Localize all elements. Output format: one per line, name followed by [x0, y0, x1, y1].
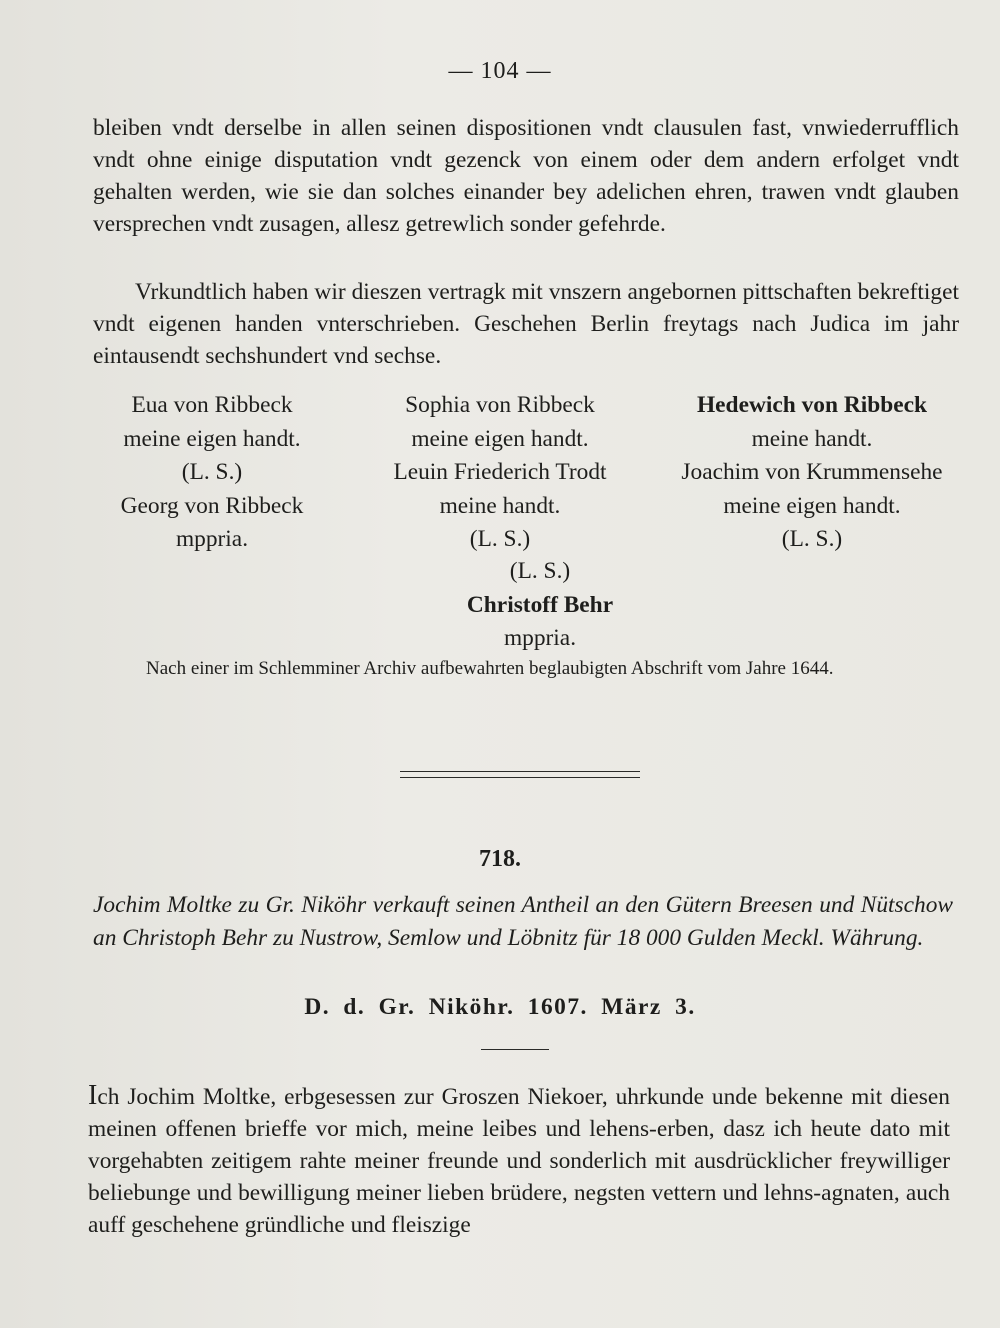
seal-mark: (L. S.)	[181, 459, 243, 485]
signature-line: Sophia von Ribbeck	[405, 392, 595, 418]
dateline: D. d. Gr. Niköhr. 1607. März 3.	[304, 994, 696, 1020]
section-divider-single	[481, 1049, 549, 1050]
signature-line: Georg von Ribbeck	[120, 492, 304, 519]
signature-column-2	[365, 389, 635, 557]
paragraph-3	[88, 1080, 950, 1241]
signature-column-3	[662, 389, 962, 557]
signature-line: mppria.	[503, 625, 577, 651]
initial-letter: I	[88, 1080, 98, 1111]
signature-name-bold: Hedewich von Ribbeck	[696, 392, 928, 418]
signature-line: meine handt.	[439, 492, 561, 519]
paragraph-1: bleiben vndt derselbe in allen seinen dispositionen vndt clausulen fast, vnwiederrufflich vndt ohne einige disputation vndt gezenck von einem oder dem andern erfolget vndt gehalten werden, wie sie dan solches einander bey adelichen ehren, trawen vndt glauben versprechen vndt zusagen, allesz getrewlich sonder gefehrde.	[93, 115, 959, 237]
signature-line: meine eigen handt.	[411, 425, 589, 452]
document-summary: Jochim Moltke zu Gr. Niköhr verkauft seinen Antheil an den Gütern Breesen und Nütschow an Christoph Behr zu Nustrow, Semlow und Löbnitz für 18 000 Gulden Meckl. Währung.	[93, 892, 953, 951]
seal-mark: (L. S.)	[781, 526, 843, 552]
signature-line: meine eigen handt.	[723, 492, 901, 519]
seal-mark: (L. S.)	[469, 526, 531, 552]
signature-line: Eua von Ribbeck	[131, 392, 293, 418]
signature-line: meine eigen handt.	[123, 425, 301, 452]
signature-line: Leuin Friederich Trodt	[393, 459, 607, 485]
signature-column-2-continued	[405, 555, 675, 656]
paragraph-2: Vrkundtlich haben wir dieszen vertragk mit vnszern angebornen pittschaften bekreftiget vndt eigenen handen vnterschrieben. Geschehen Berlin freytags nach Judica im jahr eintausendt sechshundert vnd sechse.	[93, 279, 959, 369]
document-number: 718.	[479, 846, 521, 872]
seal-mark: (L. S.)	[509, 558, 571, 584]
signature-name-bold: Christoff Behr	[466, 591, 614, 618]
signature-column-1	[96, 389, 328, 557]
signature-line: meine handt.	[751, 425, 873, 452]
signature-line: Joachim von Krummensehe	[681, 459, 943, 485]
signature-line: mppria.	[175, 526, 249, 552]
section-divider-double	[400, 771, 640, 778]
paragraph-3-text: ch Jochim Moltke, erbgesessen zur Groszen Niekoer, uhrkunde unde bekenne mit diesen meinen offenen brieffe vor mich, meine leibes und lehens-erben, dasz ich heute dato mit vorgehabten zeitigem rahte meiner freunde und sonderlich mit ausdrücklicher freywilliger beliebunge und bewilligung meiner lieben brüdere, negsten vettern und lehns-agnaten, auch auff geschehene gründliche und fleiszige	[88, 1084, 950, 1238]
page-number: — 104 —	[448, 58, 552, 84]
source-note: Nach einer im Schlemminer Archiv aufbewahrten beglaubigten Abschrift vom Jahre 1644.	[146, 658, 834, 679]
